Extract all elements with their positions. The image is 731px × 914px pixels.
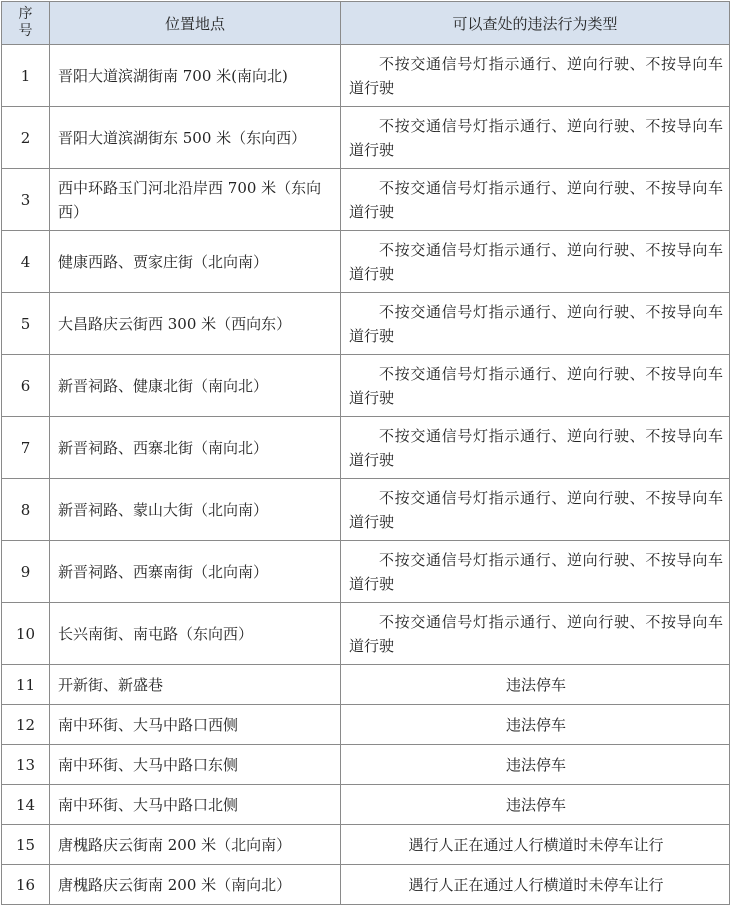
row-serial-number: 2 — [2, 107, 50, 169]
row-violation-type: 遇行人正在通过人行横道时未停车让行 — [341, 825, 730, 865]
row-serial-number: 11 — [2, 665, 50, 705]
row-location: 新晋祠路、健康北街（南向北） — [50, 355, 341, 417]
table-row — [2, 705, 730, 745]
row-serial-number: 14 — [2, 785, 50, 825]
row-location: 新晋祠路、西寨北街（南向北） — [50, 417, 341, 479]
table-row — [2, 45, 730, 107]
row-serial-number: 15 — [2, 825, 50, 865]
header-serial-line1: 序 — [18, 6, 33, 22]
row-serial-number: 1 — [2, 45, 50, 107]
row-violation-type: 不按交通信号灯指示通行、逆向行驶、不按导向车道行驶 — [341, 417, 730, 479]
row-violation-type: 违法停车 — [341, 705, 730, 745]
table-row — [2, 541, 730, 603]
table-row — [2, 665, 730, 705]
row-location: 晋阳大道滨湖街南 700 米(南向北) — [50, 45, 341, 107]
row-violation-type: 不按交通信号灯指示通行、逆向行驶、不按导向车道行驶 — [341, 355, 730, 417]
row-violation-type: 不按交通信号灯指示通行、逆向行驶、不按导向车道行驶 — [341, 479, 730, 541]
row-serial-number: 5 — [2, 293, 50, 355]
row-location: 唐槐路庆云街南 200 米（北向南） — [50, 825, 341, 865]
row-location: 新晋祠路、蒙山大街（北向南） — [50, 479, 341, 541]
row-violation-type: 不按交通信号灯指示通行、逆向行驶、不按导向车道行驶 — [341, 231, 730, 293]
row-serial-number: 6 — [2, 355, 50, 417]
row-location: 唐槐路庆云街南 200 米（南向北） — [50, 865, 341, 905]
row-violation-type: 不按交通信号灯指示通行、逆向行驶、不按导向车道行驶 — [341, 541, 730, 603]
header-serial-line2: 号 — [18, 23, 33, 39]
row-location: 南中环街、大马中路口北侧 — [50, 785, 341, 825]
row-serial-number: 16 — [2, 865, 50, 905]
row-violation-type: 不按交通信号灯指示通行、逆向行驶、不按导向车道行驶 — [341, 45, 730, 107]
table-row — [2, 231, 730, 293]
row-violation-type: 违法停车 — [341, 745, 730, 785]
row-location: 新晋祠路、西寨南街（北向南） — [50, 541, 341, 603]
row-location: 开新街、新盛巷 — [50, 665, 341, 705]
row-violation-type: 违法停车 — [341, 785, 730, 825]
table-row — [2, 479, 730, 541]
table-row — [2, 169, 730, 231]
row-serial-number: 13 — [2, 745, 50, 785]
row-serial-number: 9 — [2, 541, 50, 603]
camera-location-table — [1, 1, 730, 905]
table-body — [2, 45, 730, 905]
row-violation-type: 不按交通信号灯指示通行、逆向行驶、不按导向车道行驶 — [341, 293, 730, 355]
row-location: 大昌路庆云街西 300 米（西向东） — [50, 293, 341, 355]
row-violation-type: 遇行人正在通过人行横道时未停车让行 — [341, 865, 730, 905]
row-serial-number: 8 — [2, 479, 50, 541]
table-row — [2, 603, 730, 665]
row-violation-type: 违法停车 — [341, 665, 730, 705]
header-location: 位置地点 — [50, 2, 341, 45]
header-violation-type: 可以查处的违法行为类型 — [341, 2, 730, 45]
row-violation-type: 不按交通信号灯指示通行、逆向行驶、不按导向车道行驶 — [341, 169, 730, 231]
table-row — [2, 107, 730, 169]
table-row — [2, 865, 730, 905]
row-serial-number: 7 — [2, 417, 50, 479]
row-violation-type: 不按交通信号灯指示通行、逆向行驶、不按导向车道行驶 — [341, 107, 730, 169]
row-location: 南中环街、大马中路口东侧 — [50, 745, 341, 785]
row-location: 晋阳大道滨湖街东 500 米（东向西） — [50, 107, 341, 169]
row-location: 南中环街、大马中路口西侧 — [50, 705, 341, 745]
row-serial-number: 4 — [2, 231, 50, 293]
row-violation-type: 不按交通信号灯指示通行、逆向行驶、不按导向车道行驶 — [341, 603, 730, 665]
row-serial-number: 12 — [2, 705, 50, 745]
row-location: 健康西路、贾家庄街（北向南） — [50, 231, 341, 293]
table-row — [2, 293, 730, 355]
table-row — [2, 417, 730, 479]
table-row — [2, 785, 730, 825]
row-location: 西中环路玉门河北沿岸西 700 米（东向西） — [50, 169, 341, 231]
row-location: 长兴南街、南屯路（东向西） — [50, 603, 341, 665]
table-row — [2, 355, 730, 417]
table-header — [2, 2, 730, 45]
header-serial-number — [2, 2, 50, 45]
header-row — [2, 2, 730, 45]
row-serial-number: 10 — [2, 603, 50, 665]
row-serial-number: 3 — [2, 169, 50, 231]
table-row — [2, 745, 730, 785]
table-row — [2, 825, 730, 865]
